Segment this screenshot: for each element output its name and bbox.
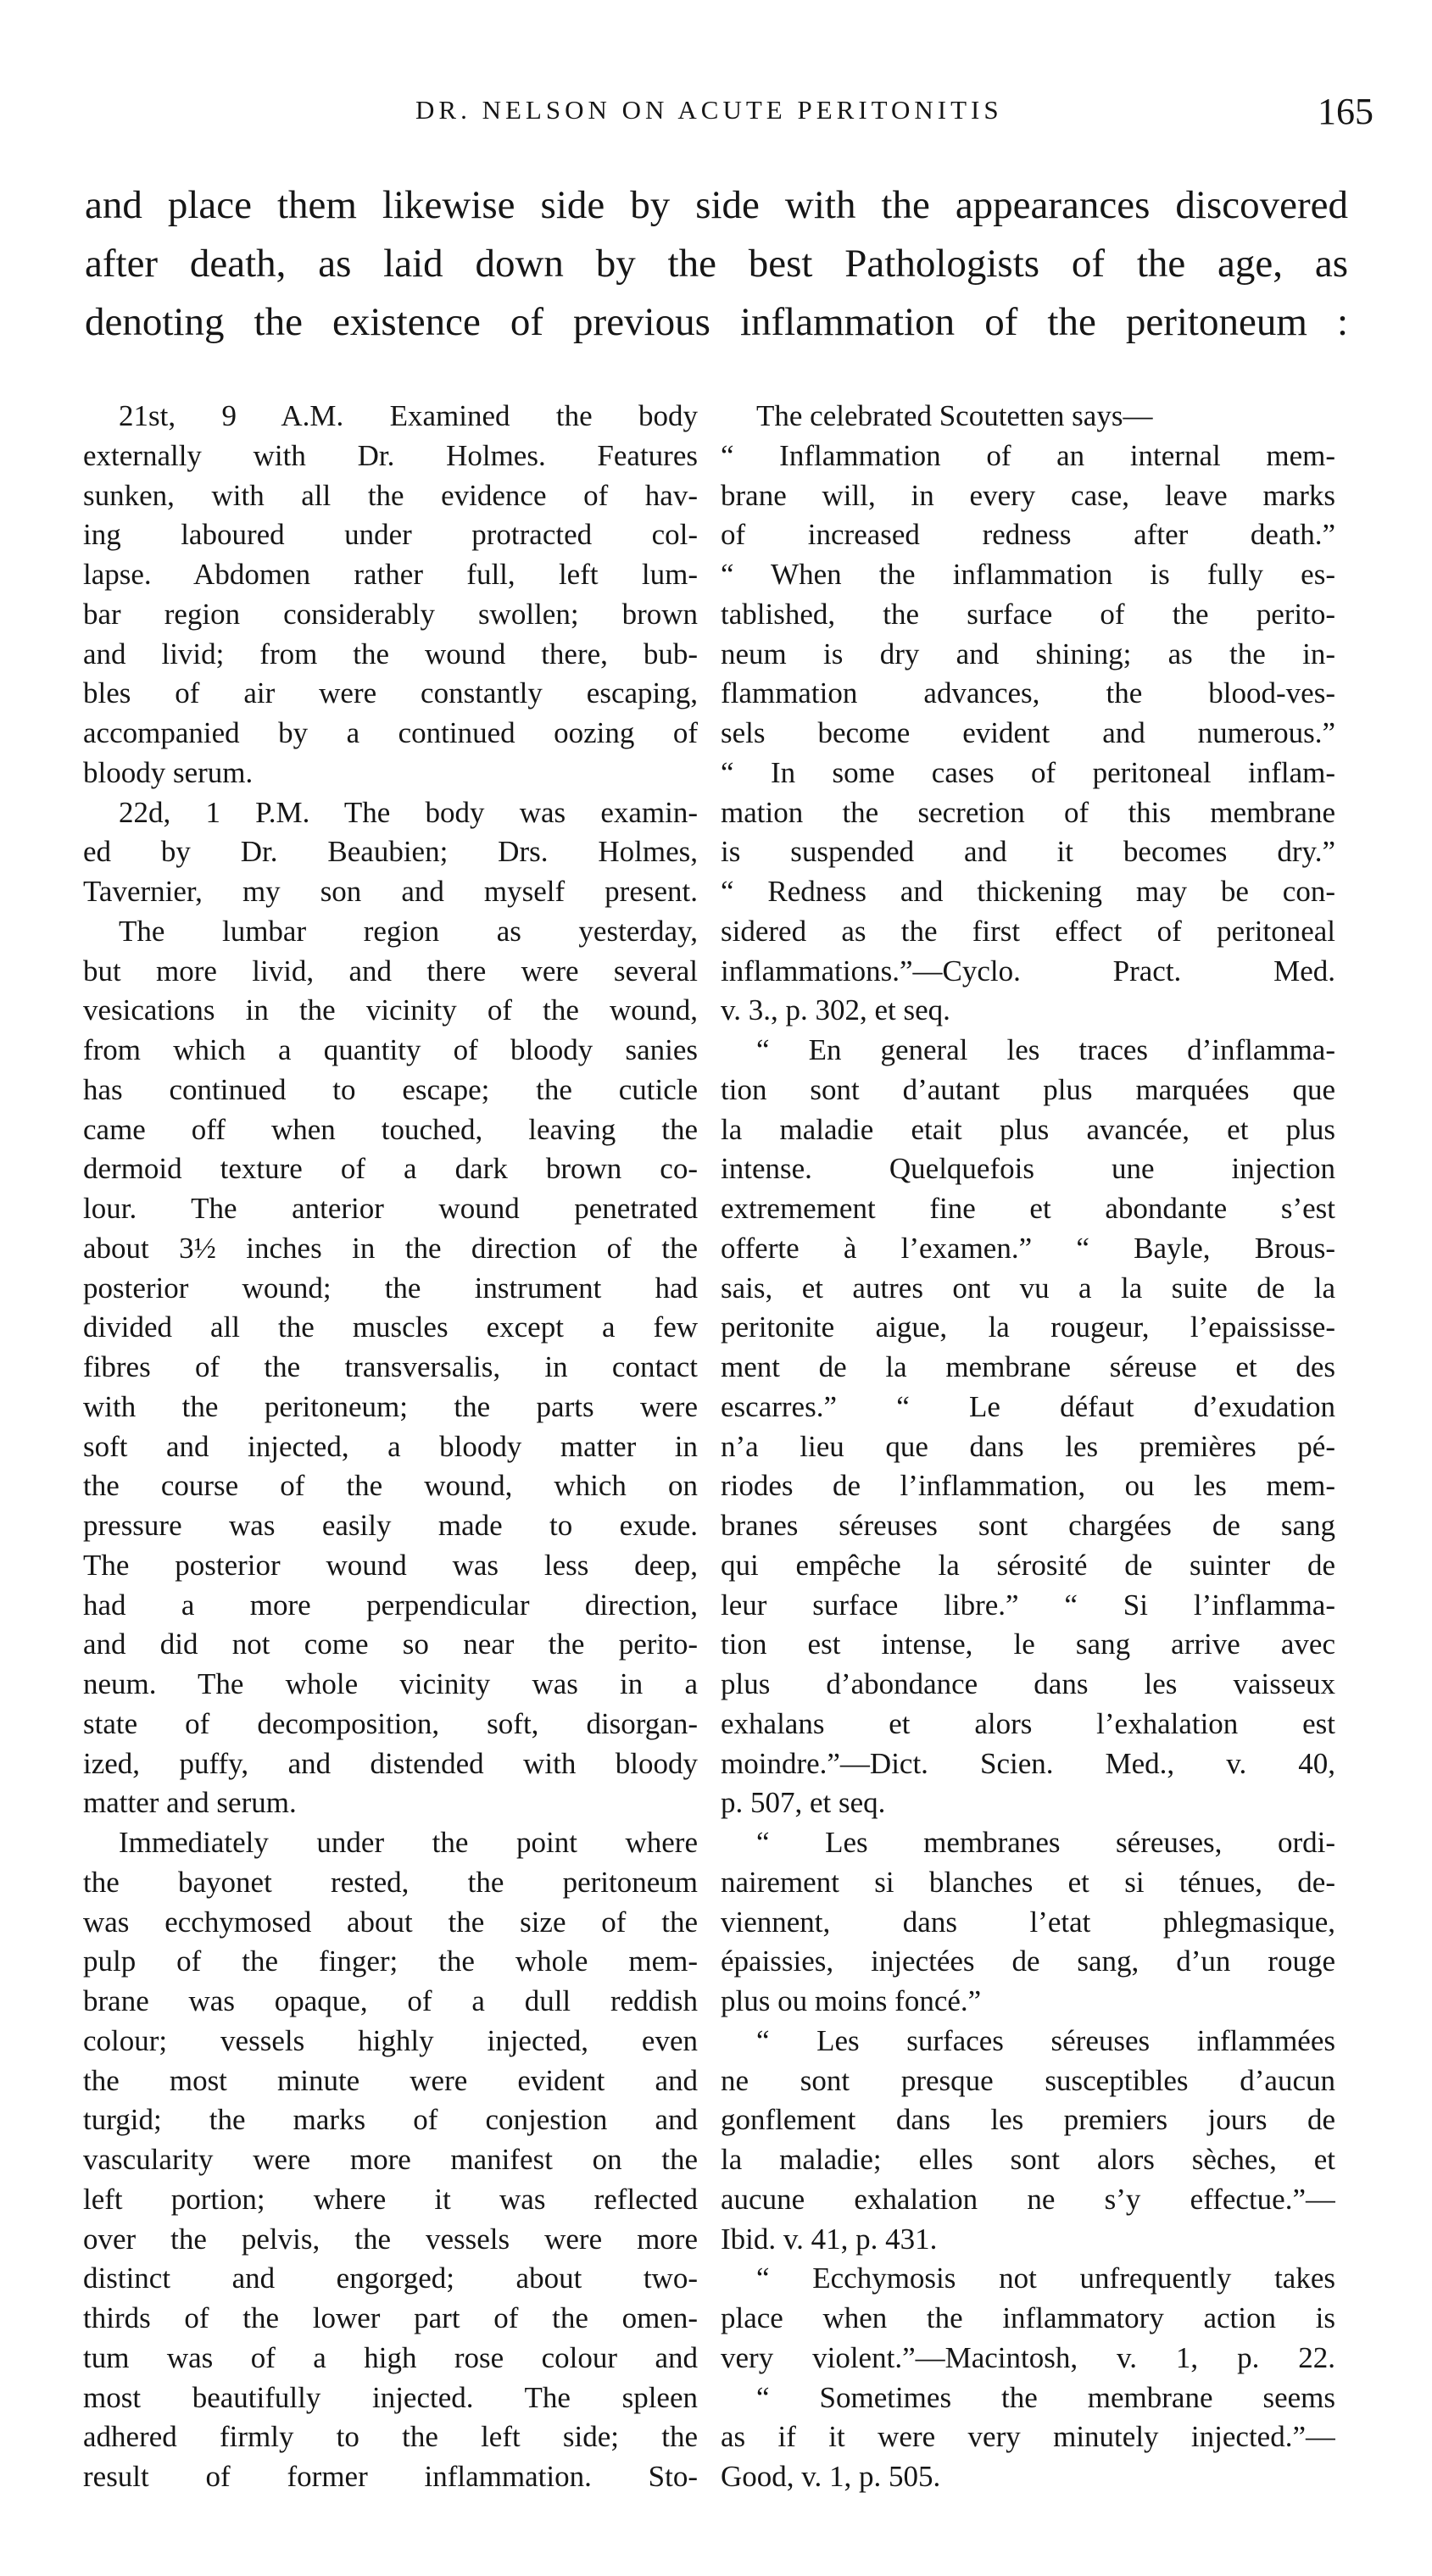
text-line: posterior wound; the instrument had (83, 1271, 698, 1305)
text-line: ing laboured under protracted col- (83, 518, 698, 552)
text-line: “ En general les traces d’inflamma- (756, 1033, 1335, 1066)
text-line: had a more perpendicular direction, (83, 1588, 698, 1622)
text-line: “ Ecchymosis not unfrequently takes (756, 2262, 1335, 2295)
text-line: 21st, 9 A.M. Examined the body (119, 399, 698, 432)
text-line: from which a quantity of bloody sanies (83, 1033, 698, 1066)
text-line: qui empêche la sérosité de suinter de (721, 1548, 1335, 1582)
text-line: The posterior wound was less deep, (83, 1548, 698, 1582)
text-line: has continued to escape; the cuticle (83, 1072, 698, 1106)
text-line: and did not come so near the perito- (83, 1627, 698, 1661)
text-line: was ecchymosed about the size of the (83, 1905, 698, 1939)
text-line: pressure was easily made to exude. (83, 1509, 698, 1542)
text-line: ment de la membrane séreuse et des (721, 1350, 1335, 1383)
text-line: ed by Dr. Beaubien; Drs. Holmes, (83, 835, 698, 869)
text-line: left portion; where it was reflected (83, 2182, 698, 2216)
text-line: state of decomposition, soft, disorgan- (83, 1706, 698, 1740)
text-line: brane was opaque, of a dull reddish (83, 1984, 698, 2017)
text-line: thirds of the lower part of the omen- (83, 2301, 698, 2334)
text-line: about 3½ inches in the direction of the (83, 1231, 698, 1265)
text-line: exhalans et alors l’exhalation est (721, 1706, 1335, 1740)
text-line: as if it were very minutely injected.”— (721, 2420, 1335, 2454)
text-line: inflammations.”—Cyclo. Pract. Med. (721, 954, 1335, 988)
text-line: turgid; the marks of conjestion and (83, 2103, 698, 2137)
running-header (76, 91, 1382, 146)
text-line: pulp of the finger; the whole mem- (83, 1945, 698, 1978)
text-line: The lumbar region as yesterday, (119, 914, 698, 948)
text-line: “ Les surfaces séreuses inflammées (756, 2023, 1335, 2057)
text-line: very violent.”—Macintosh, v. 1, p. 22. (721, 2340, 1335, 2374)
text-line: divided all the muscles except a few (83, 1310, 698, 1344)
text-line: externally with Dr. Holmes. Features (83, 438, 698, 472)
text-line: tablished, the surface of the perito- (721, 597, 1335, 631)
text-line: aucune exhalation ne s’y effectue.”— (721, 2182, 1335, 2216)
page-number: 165 (1318, 91, 1373, 132)
text-line: tion est intense, le sang arrive avec (721, 1627, 1335, 1661)
text-line: with the peritoneum; the parts were (83, 1389, 698, 1423)
text-line: but more livid, and there were several (83, 954, 698, 988)
text-line: colour; vessels highly injected, even (83, 2023, 698, 2057)
text-line: The celebrated Scoutetten says— (756, 399, 1153, 432)
text-line: “ Inflammation of an internal mem- (721, 438, 1335, 472)
text-line: Tavernier, my son and myself present. (83, 875, 698, 908)
text-line: Immediately under the point where (119, 1826, 698, 1859)
text-line: moindre.”—Dict. Scien. Med., v. 40, (721, 1746, 1335, 1780)
text-line: lapse. Abdomen rather full, left lum- (83, 558, 698, 591)
text-line: vesications in the vicinity of the wound, (83, 993, 698, 1027)
text-line: vascularity were more manifest on the (83, 2143, 698, 2176)
text-line: sunken, with all the evidence of hav- (83, 478, 698, 512)
text-line: “ Sometimes the membrane seems (756, 2380, 1335, 2414)
text-line: came off when touched, leaving the (83, 1112, 698, 1146)
text-line: offerte à l’examen.” “ Bayle, Brous- (721, 1231, 1335, 1265)
text-line: 22d, 1 P.M. The body was examin- (119, 795, 698, 829)
lead-paragraph (85, 176, 1348, 352)
text-line: matter and serum. (83, 1786, 297, 1820)
text-line: neum. The whole vicinity was in a (83, 1667, 698, 1700)
text-line: nairement si blanches et si ténues, de- (721, 1865, 1335, 1899)
text-line: escarres.” “ Le défaut d’exudation (721, 1389, 1335, 1423)
text-line: viennent, dans l’etat phlegmasique, (721, 1905, 1335, 1939)
text-line: result of former inflammation. Sto- (83, 2460, 698, 2493)
lead-line: denoting the existence of previous inflammation of the peritoneum : (85, 300, 1348, 344)
text-line: épaissies, injectées de sang, d’un rouge (721, 1945, 1335, 1978)
text-line: p. 507, et seq. (721, 1786, 886, 1820)
text-line: bloody serum. (83, 755, 254, 789)
text-line: n’a lieu que dans les premières pé- (721, 1429, 1335, 1463)
text-line: dermoid texture of a dark brown co- (83, 1152, 698, 1186)
right-column (721, 397, 1335, 2497)
text-line: tion sont d’autant plus marquées que (721, 1072, 1335, 1106)
text-line: of increased redness after death.” (721, 518, 1335, 552)
text-line: lour. The anterior wound penetrated (83, 1192, 698, 1225)
text-line: Good, v. 1, p. 505. (721, 2460, 941, 2493)
left-column (83, 397, 698, 2497)
text-line: extremement fine et abondante s’est (721, 1192, 1335, 1225)
text-line: over the pelvis, the vessels were more (83, 2222, 698, 2256)
text-line: v. 3., p. 302, et seq. (721, 993, 950, 1027)
text-line: tum was of a high rose colour and (83, 2340, 698, 2374)
text-line: the most minute were evident and (83, 2063, 698, 2097)
text-line: accompanied by a continued oozing of (83, 716, 698, 749)
text-line: soft and injected, a bloody matter in (83, 1429, 698, 1463)
text-line: ized, puffy, and distended with bloody (83, 1746, 698, 1780)
text-line: Ibid. v. 41, p. 431. (721, 2222, 938, 2256)
lead-line: and place them likewise side by side with the appearances discovered (85, 183, 1348, 227)
text-line: mation the secretion of this membrane (721, 795, 1335, 829)
text-line: bar region considerably swollen; brown (83, 597, 698, 631)
text-line: most beautifully injected. The spleen (83, 2380, 698, 2414)
text-line: flammation advances, the blood-ves- (721, 676, 1335, 710)
text-line: “ In some cases of peritoneal inflam- (721, 755, 1335, 789)
text-line: the bayonet rested, the peritoneum (83, 1865, 698, 1899)
text-line: is suspended and it becomes dry.” (721, 835, 1335, 869)
text-line: leur surface libre.” “ Si l’inflamma- (721, 1588, 1335, 1622)
text-line: fibres of the transversalis, in contact (83, 1350, 698, 1383)
text-line: riodes de l’inflammation, ou les mem- (721, 1469, 1335, 1503)
text-line: sais, et autres ont vu a la suite de la (721, 1271, 1335, 1305)
text-line: sidered as the first effect of peritoneal (721, 914, 1335, 948)
text-line: neum is dry and shining; as the in- (721, 637, 1335, 670)
text-line: “ Redness and thickening may be con- (721, 875, 1335, 908)
text-line: la maladie etait plus avancée, et plus (721, 1112, 1335, 1146)
text-line: peritonite aigue, la rougeur, l’epaississe- (721, 1310, 1335, 1344)
text-line: plus d’abondance dans les vaisseux (721, 1667, 1335, 1700)
text-line: the course of the wound, which on (83, 1469, 698, 1503)
text-line: “ When the inflammation is fully es- (721, 558, 1335, 591)
text-line: bles of air were constantly escaping, (83, 676, 698, 710)
text-line: brane will, in every case, leave marks (721, 478, 1335, 512)
text-line: branes séreuses sont chargées de sang (721, 1509, 1335, 1542)
lead-line: after death, as laid down by the best Pathologists of the age, as (85, 242, 1348, 286)
text-line: “ Les membranes séreuses, ordi- (756, 1826, 1335, 1859)
text-line: la maladie; elles sont alors sèches, et (721, 2143, 1335, 2176)
text-line: distinct and engorged; about two- (83, 2262, 698, 2295)
text-line: ne sont presque susceptibles d’aucun (721, 2063, 1335, 2097)
running-head-title: DR. NELSON ON ACUTE PERITONITIS (415, 95, 1003, 125)
text-line: intense. Quelquefois une injection (721, 1152, 1335, 1186)
text-line: place when the inflammatory action is (721, 2301, 1335, 2334)
text-line: and livid; from the wound there, bub- (83, 637, 698, 670)
text-line: adhered firmly to the left side; the (83, 2420, 698, 2454)
text-line: gonflement dans les premiers jours de (721, 2103, 1335, 2137)
text-line: plus ou moins foncé.” (721, 1984, 982, 2017)
text-line: sels become evident and numerous.” (721, 716, 1335, 749)
